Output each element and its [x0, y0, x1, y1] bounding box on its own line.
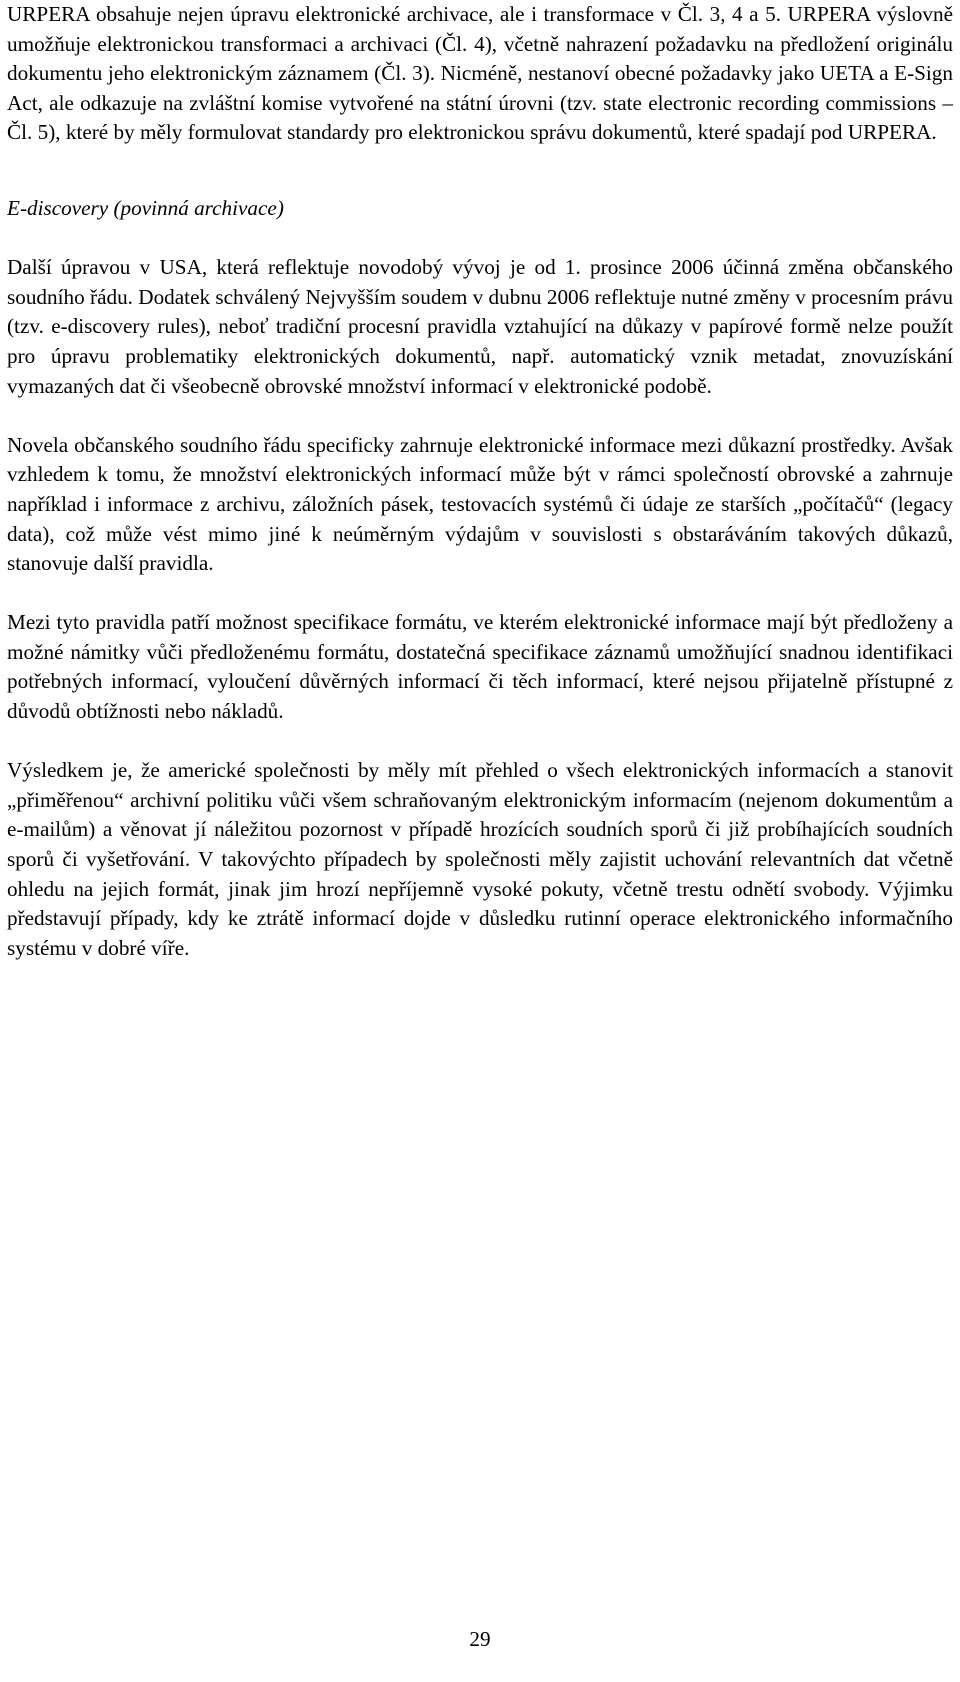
paragraph-pravidla: Mezi tyto pravidla patří možnost specifikace formátu, ve kterém elektronické informace mají být předloženy a možné námitky vůči předloženému formátu, dostatečná specifikace záznamů umožňující snadnou identifikaci potřebných informací, vyloučení důvěrných informací či těch informací, které nejsou přijatelně přístupné z důvodů obtížnosti nebo nákladů.: [7, 610, 953, 724]
document-page: [7, 0, 953, 993]
paragraph-novela: Novela občanského soudního řádu specificky zahrnuje elektronické informace mezi důkazní prostředky. Avšak vzhledem k tomu, že množství elektronických informací může být v rámci společností obrovské a zahrnuje například i informace z archivu, záložních pásek, testovacích systémů či údaje ze starších „počítačů“ (legacy data), což může vést mimo jiné k neúměrným výdajům v souvislosti s obstaráváním takových důkazů, stanovuje další pravidla.: [7, 432, 953, 576]
paragraph-vysledek: Výsledkem je, že americké společnosti by měly mít přehled o všech elektronických informacích a stanovit „přiměřenou“ archivní politiku vůči všem schraňovaným elektronickým informacím (nejenom dokumentům a e-mailům) a věnovat jí náležitou pozornost v případě hrozících soudních sporů či již probíhajících soudních sporů či vyšetřování. V takovýchto případech by společnosti měly zajistit uchování relevantních dat včetně ohledu na jejich formát, jinak jim hrozí nepříjemně vysoké pokuty, včetně trestu odnětí svobody. Výjimku představují případy, kdy ke ztrátě informací dojde v důsledku rutinní operace elektronického informačního systému v dobré víře.: [7, 758, 953, 960]
page-number: 29: [469, 1627, 491, 1651]
paragraph-urpera: URPERA obsahuje nejen úpravu elektronické archivace, ale i transformace v Čl. 3, 4 a 5. URPERA výslovně umožňuje elektronickou transformaci a archivaci (Čl. 4), včetně nahrazení požadavku na předložení originálu dokumentu jeho elektronickým záznamem (Čl. 3). Nicméně, nestanoví obecné požadavky jako UETA a E-Sign Act, ale odkazuje na zvláštní komise vytvořené na státní úrovni (tzv. state electronic recording commissions – Čl. 5), které by měly formulovat standardy pro elektronickou správu dokumentů, které spadají pod URPERA.: [7, 2, 953, 145]
paragraph-e-discovery-intro: Další úpravou v USA, která reflektuje novodobý vývoj je od 1. prosince 2006 účinná změna občanského soudního řádu. Dodatek schválený Nejvyšším soudem v dubnu 2006 reflektuje nutné změny v procesním právu (tzv. e-discovery rules), neboť tradiční procesní pravidla vztahující na důkazy v papírové formě nelze použít pro úpravu problematiky elektronických dokumentů, např. automatický vznik metadat, znovuzískání vymazaných dat či všeobecně obrovské množství informací v elektronické podobě.: [7, 255, 953, 398]
section-heading: E-discovery (povinná archivace): [7, 195, 284, 220]
